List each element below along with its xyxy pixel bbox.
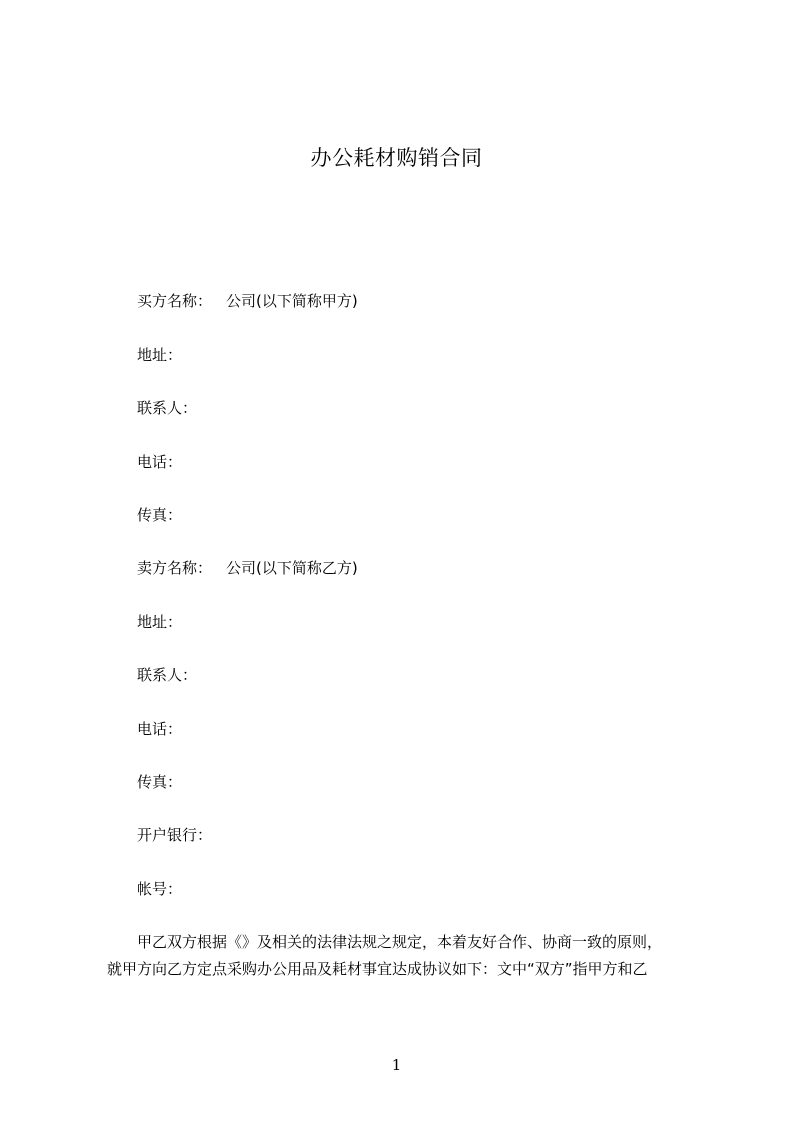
seller-name-label: 卖方名称： [137, 559, 213, 577]
buyer-phone-label: 电话： [137, 453, 183, 471]
seller-address-label: 地址： [137, 613, 183, 631]
buyer-name-label: 买方名称： [137, 292, 213, 310]
buyer-name-row [137, 291, 358, 311]
document-title: 办公耗材购销合同 [310, 146, 483, 170]
intro-line-1 [107, 932, 707, 952]
seller-name-row [137, 558, 358, 578]
buyer-fax-label: 传真： [137, 506, 183, 524]
seller-phone-label: 电话： [137, 720, 183, 738]
buyer-address-label: 地址： [137, 346, 183, 364]
seller-fax-label: 传真： [137, 773, 183, 791]
buyer-name-value: 公司(以下简称甲方) [226, 292, 358, 310]
seller-contact-label: 联系人： [137, 666, 198, 684]
seller-name-value: 公司(以下简称乙方) [226, 559, 358, 577]
seller-account-label: 帐号： [137, 880, 183, 898]
intro-line-2: 就甲方向乙方定点采购办公用品及耗材事宜达成协议如下：文中“双方”指甲方和乙 [107, 960, 648, 978]
page-number: 1 [391, 1056, 402, 1074]
buyer-contact-label: 联系人： [137, 399, 198, 417]
seller-bank-label: 开户银行： [137, 826, 213, 844]
intro-line-1-text: 甲乙双方根据《》及相关的法律法规之规定，本着友好合作、协商一致的原则， [137, 933, 663, 951]
